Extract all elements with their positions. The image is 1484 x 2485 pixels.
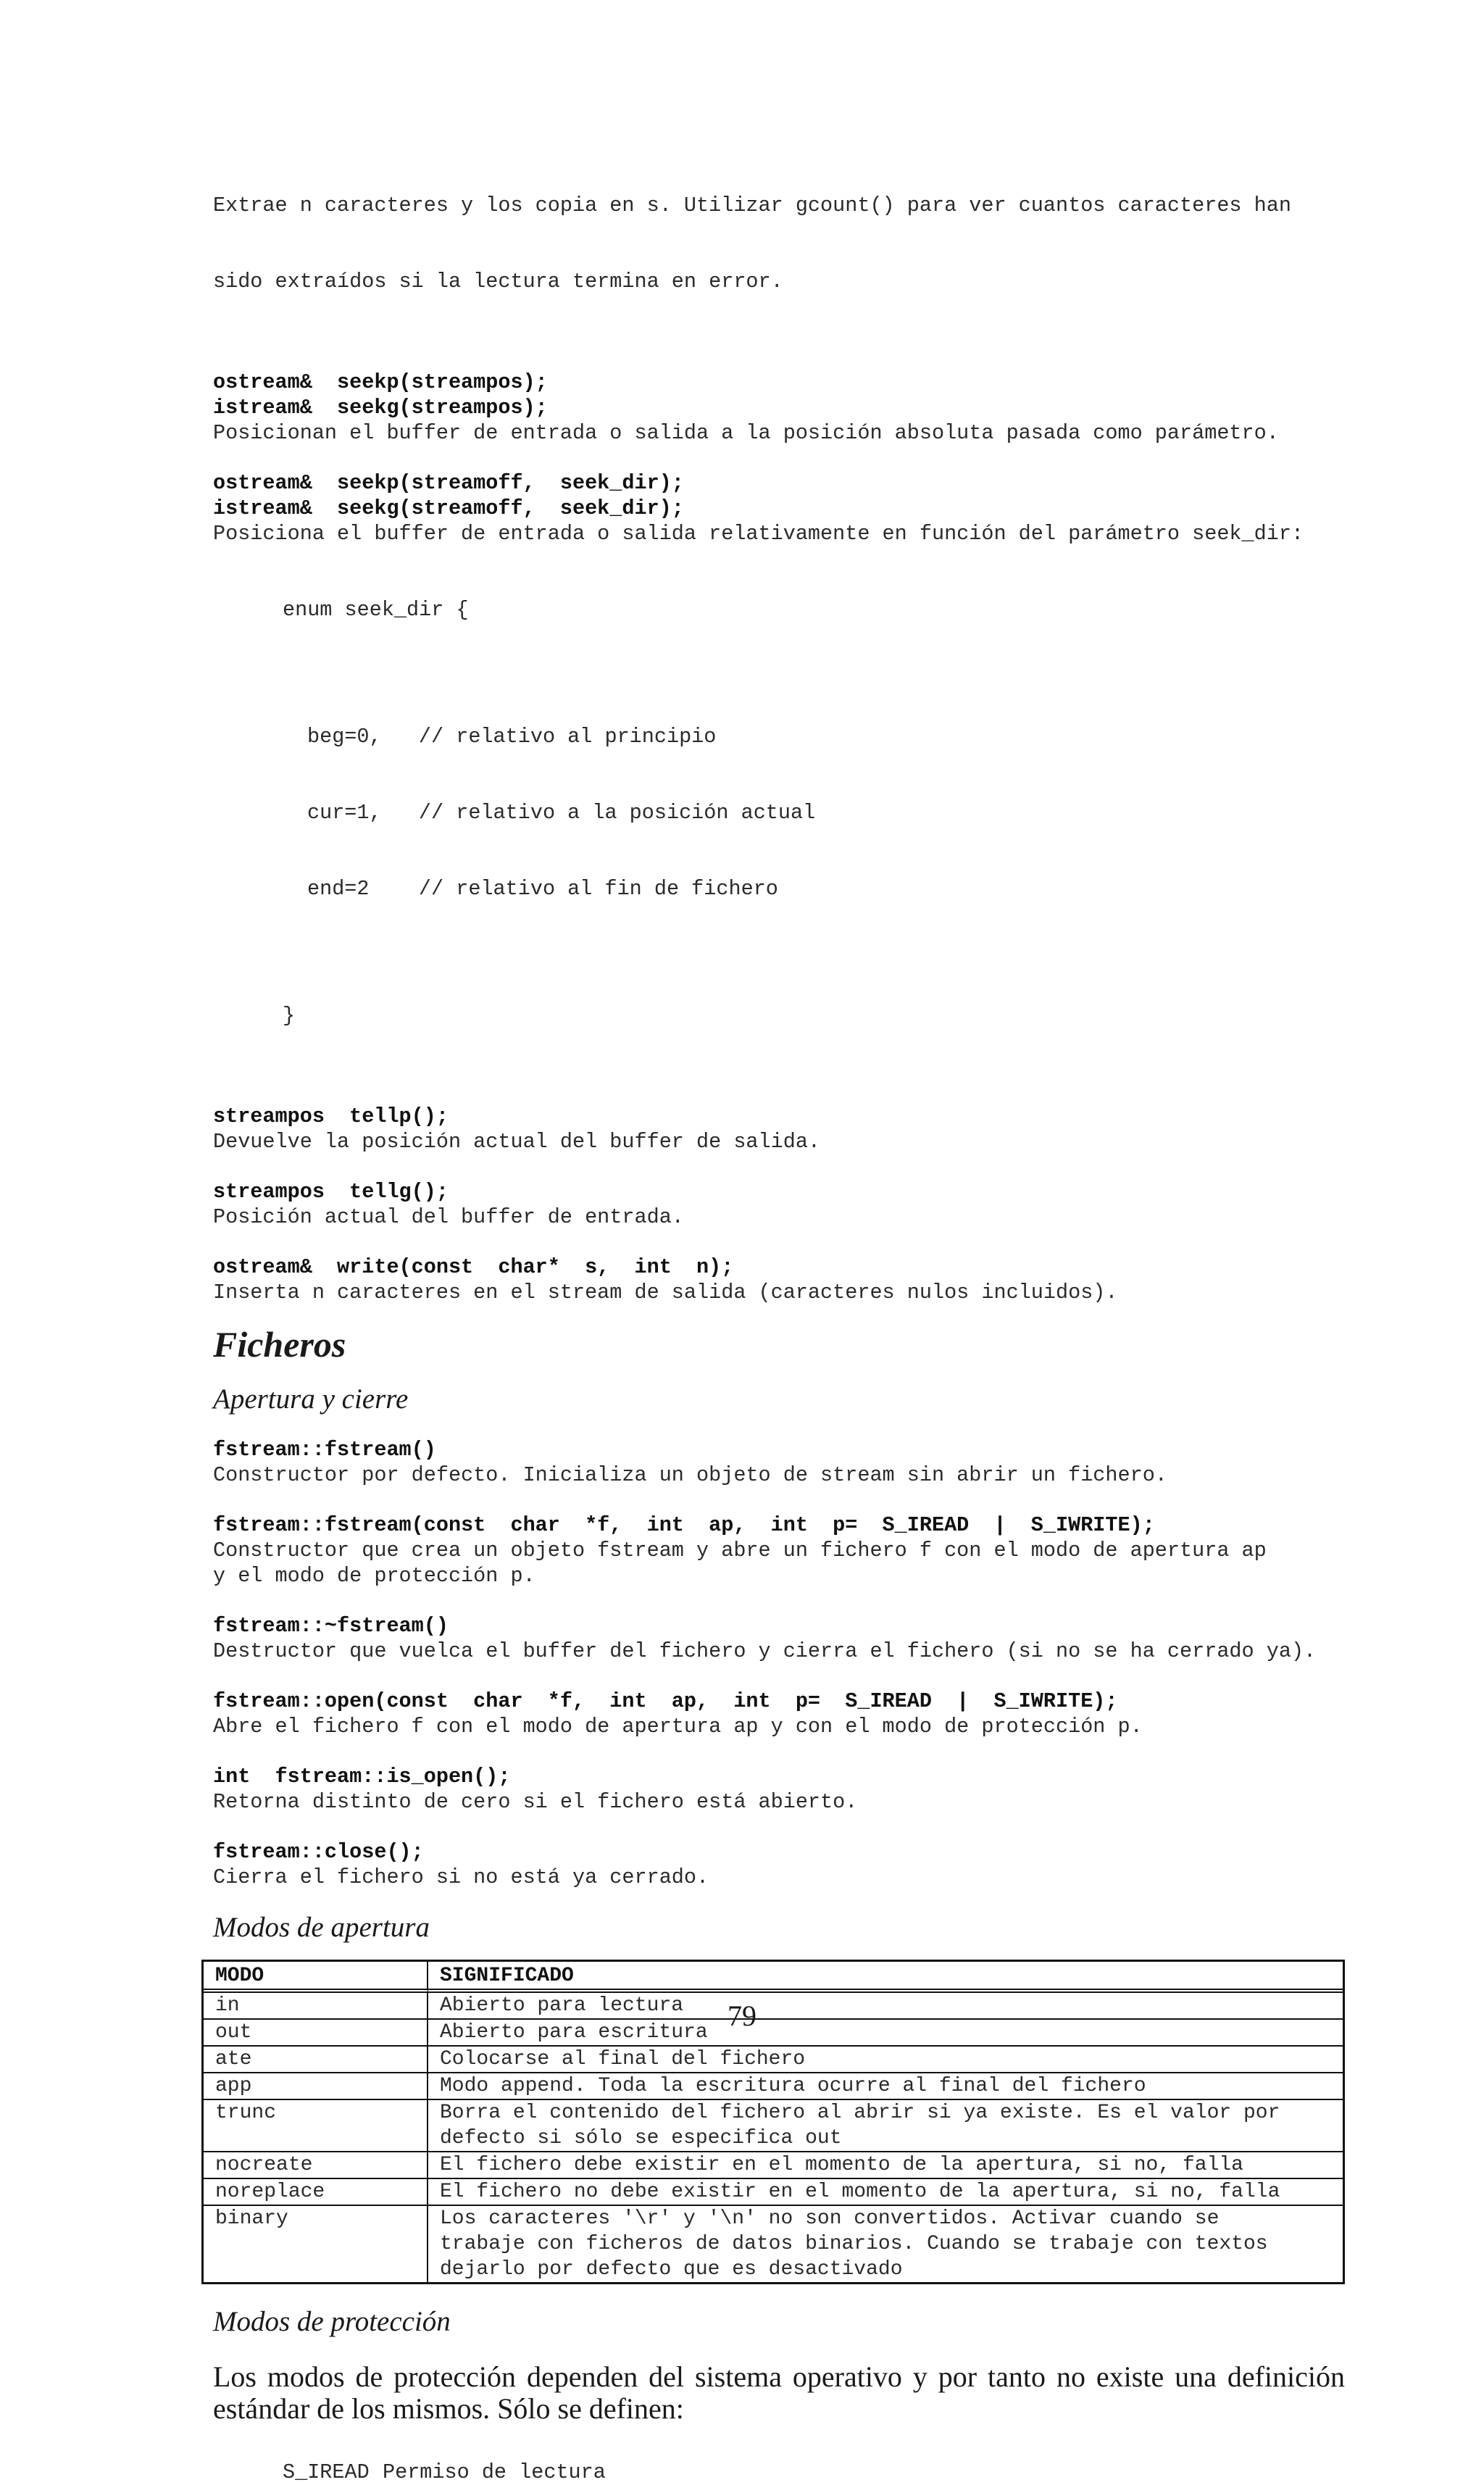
entry-write [213, 1254, 1358, 1305]
meaning-line: Modo append. Toda la escritura ocurre al final del fichero [440, 2075, 1146, 2097]
enum-item: end=2 // relativo al fin de fichero [307, 877, 778, 901]
mode-cell: nocreate [204, 2152, 428, 2179]
subsection-title: Apertura y cierre [213, 1383, 409, 1415]
table-row [204, 2179, 1343, 2206]
entry-open [213, 1689, 1358, 1739]
meaning-cell [428, 2047, 1343, 2073]
subsection-title: Modos de apertura [213, 1912, 430, 1943]
text-line: sido extraídos si la lectura termina en error. [213, 270, 783, 294]
function-description: Abre el fichero f con el modo de apertura ap y con el modo de protección p. [213, 1715, 1143, 1739]
function-description: Constructor que crea un objeto fstream y abre un fichero f con el modo de apertura ap [213, 1539, 1267, 1562]
entry-tellg [213, 1179, 1358, 1230]
protection-paragraph: Los modos de protección dependen del sistema operativo y por tanto no existe una definición estándar de los mismos. Sólo se definen: [213, 2360, 1345, 2425]
function-signature: ostream& write(const char* s, int n); [213, 1255, 734, 1279]
entry-tellp [213, 1104, 1358, 1154]
function-description: Constructor por defecto. Inicializa un objeto de stream sin abrir un fichero. [213, 1463, 1167, 1487]
table-row [204, 2073, 1343, 2100]
meaning-cell [428, 2206, 1343, 2282]
table-row [204, 2206, 1343, 2282]
enum-open: enum seek_dir { [283, 598, 469, 622]
meaning-cell [428, 2073, 1343, 2100]
meaning-line: dejarlo por defecto que es desactivado [440, 2258, 903, 2281]
entry-close [213, 1839, 1358, 1890]
entry-constructor-open [213, 1512, 1358, 1589]
protection-meaning: Permiso de lectura [383, 2460, 606, 2484]
mode-cell: app [204, 2073, 428, 2100]
meaning-line: trabaje con ficheros de datos binarios. Cuando se trabaje con textos [440, 2233, 1268, 2255]
meaning-line: Los caracteres '\r' y '\n' no son convertidos. Activar cuando se [440, 2207, 1220, 2230]
function-signature: fstream::~fstream() [213, 1614, 449, 1638]
function-description: Cierra el fichero si no está ya cerrado. [213, 1865, 709, 1889]
protection-name: S_IREAD [283, 2460, 370, 2484]
meaning-line: defecto si sólo se especifica out [440, 2127, 842, 2149]
function-signature: streampos tellp(); [213, 1104, 449, 1128]
function-description: Destructor que vuelca el buffer del fichero y cierra el fichero (si no se ha cerrado ya). [213, 1639, 1317, 1663]
table-header-cell: MODO [204, 1962, 428, 1993]
entry-is-open [213, 1764, 1358, 1815]
meaning-line: Abierto para lectura [440, 1994, 684, 2017]
table-body [204, 1993, 1343, 2282]
function-signature: streampos tellg(); [213, 1180, 449, 1204]
function-description: Inserta n caracteres en el stream de salida (caracteres nulos incluidos). [213, 1281, 1118, 1304]
function-description: Posicionan el buffer de entrada o salida a la posición absoluta pasada como parámetro. [213, 421, 1279, 445]
function-description: Posiciona el buffer de entrada o salida relativamente en función del parámetro seek_dir: [213, 522, 1304, 546]
function-signature: istream& seekg(streamoff, seek_dir); [213, 496, 684, 520]
function-signature: ostream& seekp(streampos); [213, 370, 548, 394]
mode-cell: out [204, 2020, 428, 2047]
entry-constructor-default [213, 1437, 1358, 1488]
protection-item [213, 2460, 1358, 2485]
function-description: Devuelve la posición actual del buffer de salida. [213, 1130, 821, 1154]
meaning-line: Abierto para escritura [440, 2021, 708, 2044]
mode-cell: trunc [204, 2100, 428, 2152]
entry-seek-absolute [213, 370, 1358, 446]
meaning-cell [428, 2100, 1343, 2152]
meaning-line: El fichero debe existir en el momento de la apertura, si no, falla [440, 2154, 1243, 2176]
function-signature: fstream::close(); [213, 1840, 424, 1864]
mode-cell: noreplace [204, 2179, 428, 2206]
mode-cell: in [204, 1993, 428, 2020]
table-row [204, 2047, 1343, 2073]
meaning-cell [428, 2179, 1343, 2206]
subsection-title: Modos de protección [213, 2306, 451, 2337]
function-description: Posición actual del buffer de entrada. [213, 1205, 684, 1229]
table-header-row [204, 1962, 1343, 1993]
page-number: 79 [728, 1999, 756, 2032]
enum-seek-dir [213, 546, 1358, 1079]
enum-item: cur=1, // relativo a la posición actual [307, 801, 816, 825]
enum-item: beg=0, // relativo al principio [307, 725, 717, 749]
function-signature: fstream::fstream() [213, 1438, 436, 1462]
meaning-line: Borra el contenido del fichero al abrir si ya existe. Es el valor por [440, 2102, 1280, 2124]
mode-cell: binary [204, 2206, 428, 2282]
function-signature: ostream& seekp(streamoff, seek_dir); [213, 471, 684, 495]
meaning-line: El fichero no debe existir en el momento de la apertura, si no, falla [440, 2181, 1280, 2203]
mode-cell: ate [204, 2047, 428, 2073]
function-description: y el modo de protección p. [213, 1564, 535, 1588]
meaning-line: Colocarse al final del fichero [440, 2048, 806, 2070]
table-row [204, 2152, 1343, 2179]
function-description: Retorna distinto de cero si el fichero está abierto. [213, 1790, 858, 1814]
table-header-cell: SIGNIFICADO [428, 1962, 1343, 1993]
function-signature: int fstream::is_open(); [213, 1765, 511, 1789]
page-content [213, 142, 1358, 2485]
entry-seek-relative [213, 470, 1358, 1079]
function-signature: fstream::fstream(const char *f, int ap, int p= S_IREAD | S_IWRITE); [213, 1513, 1155, 1537]
function-signature: fstream::open(const char *f, int ap, int p= S_IREAD | S_IWRITE); [213, 1689, 1118, 1713]
text-line: Extrae n caracteres y los copia en s. Utilizar gcount() para ver cuantos caracteres han [213, 193, 1291, 217]
intro-text [213, 142, 1358, 345]
enum-close: } [283, 1004, 296, 1028]
meaning-cell [428, 2152, 1343, 2179]
section-title: Ficheros [213, 1324, 346, 1365]
entry-destructor [213, 1613, 1358, 1664]
table-row [204, 2100, 1343, 2152]
function-signature: istream& seekg(streampos); [213, 396, 548, 420]
